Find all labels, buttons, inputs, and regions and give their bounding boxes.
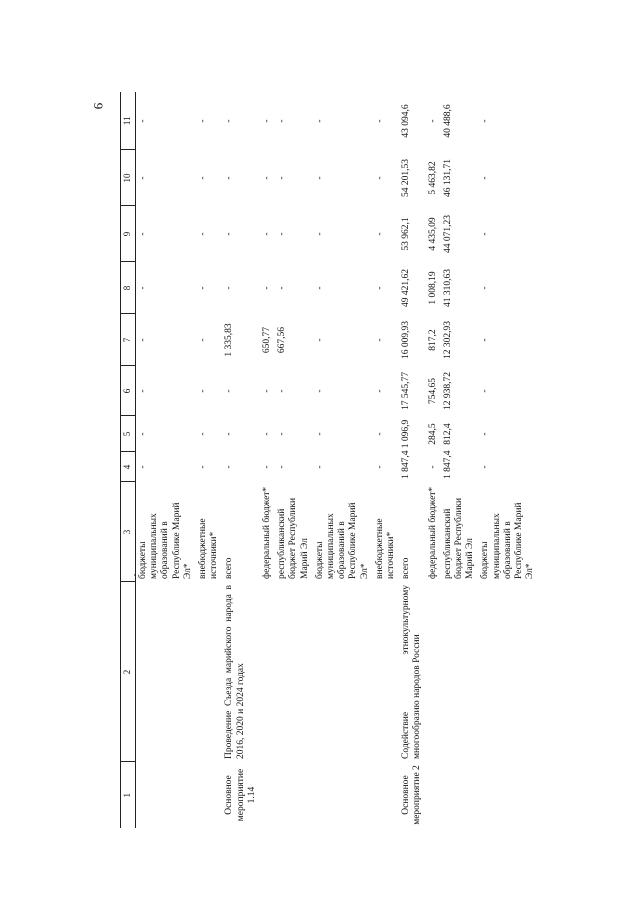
value-cell: - [277,232,288,236]
col-header: 3 [121,482,136,582]
value-cell: 1 847,4 [442,450,453,479]
value-cell: - [138,176,148,180]
measure-cell [441,762,479,828]
value-cell: - [427,119,438,123]
value-cell: - [480,432,491,436]
funding-source-cell: республиканский бюджет Республики Марий Эл [277,497,310,579]
value-cell: - [262,389,273,393]
value-cell: - [374,338,385,342]
col-header: 2 [121,582,136,762]
value-cell: - [198,176,209,180]
description-cell: Проведение Съезда марийского народа в 2016, 2020 и 2024 годах [224,585,246,759]
budget-table [120,92,539,828]
value-cell: 817,2 [427,329,438,351]
description-cell [373,582,399,762]
value-cell: 754,65 [427,377,438,405]
value-cell: - [374,389,385,393]
table-row [441,92,479,828]
measure-cell [196,762,222,828]
funding-source-cell: внебюджетные источники* [374,518,397,579]
value-cell: - [480,389,491,393]
value-cell: - [138,232,148,236]
table-row [313,92,373,828]
value-cell: - [480,232,491,236]
description-cell [275,582,313,762]
value-cell: - [262,232,273,236]
description-cell [478,582,538,762]
funding-source-cell: республиканский бюджет Республики Марий Эл [442,497,476,579]
value-cell: 53 962,1 [401,217,412,251]
value-cell: 41 310,63 [442,269,453,307]
value-cell: 44 071,23 [442,215,453,253]
value-cell: - [374,286,385,290]
col-header: 5 [121,416,136,452]
value-cell: - [277,119,288,123]
value-cell: - [314,338,325,342]
funding-source-cell: всего [401,557,412,579]
value-cell: 650,77 [262,326,273,354]
funding-source-cell: всего [224,557,235,579]
funding-source-cell: федеральный бюджет* [262,486,273,579]
value-cell: - [374,119,385,123]
value-cell: - [224,232,235,236]
measure-cell [260,762,275,828]
measure-cell [136,762,197,828]
value-cell: - [262,176,273,180]
value-cell: 12 302,93 [442,321,453,359]
value-cell: - [138,338,148,342]
value-cell: - [224,286,235,290]
value-cell: 4 435,09 [427,217,438,251]
value-cell: - [480,119,491,123]
value-cell: - [224,432,235,436]
table-row [426,92,441,828]
measure-cell [275,762,313,828]
value-cell: - [374,176,385,180]
measure-cell: Основное мероприятие 2 [401,765,423,825]
measure-cell [426,762,441,828]
value-cell: - [138,119,148,123]
value-cell: - [262,119,273,123]
funding-source-cell: бюджеты муниципальных образований в Республике Марий Эл* [314,502,370,579]
value-cell: - [224,389,235,393]
description-cell [196,582,222,762]
funding-source-cell: бюджеты муниципальных образований в Республике Марий Эл* [480,502,536,579]
col-header: 1 [121,762,136,828]
value-cell: 17 545,77 [401,372,412,410]
funding-source-cell: бюджеты муниципальных образований в Республике Марий Эл* [138,502,193,579]
value-cell: - [480,338,491,342]
value-cell: - [262,286,273,290]
table-row [260,92,275,828]
value-cell: - [277,286,288,290]
description-cell [441,582,479,762]
value-cell: 667,56 [277,326,288,354]
value-cell: - [374,465,385,469]
value-cell: - [374,232,385,236]
value-cell: 49 421,62 [401,269,412,307]
col-header: 11 [121,92,136,150]
table-row [196,92,222,828]
value-cell: - [198,232,209,236]
value-cell: - [480,465,491,469]
measure-cell: Основное мероприятие 1.14 [224,768,257,822]
col-header: 10 [121,150,136,206]
value-cell: 46 131,71 [442,159,453,197]
col-header: 8 [121,262,136,314]
value-cell: - [138,389,148,393]
measure-cell [373,762,399,828]
value-cell: - [314,232,325,236]
value-cell: - [314,286,325,290]
value-cell: - [198,286,209,290]
col-header: 7 [121,314,136,366]
value-cell: 1 847,4 [401,450,412,479]
page-number: 9 [91,102,106,110]
value-cell: - [198,465,209,469]
table-row [275,92,313,828]
value-cell: - [138,432,148,436]
description-cell [426,582,441,762]
value-cell: - [277,465,288,469]
value-cell: - [314,119,325,123]
value-cell: - [198,389,209,393]
table-row [136,92,197,828]
header-row [121,92,136,828]
value-cell: 40 488,6 [442,104,453,138]
description-cell: Содействие этнокультурному многообразию народов России [401,585,423,759]
description-cell [260,582,275,762]
funding-source-cell: внебюджетные источники* [198,518,220,579]
value-cell: - [224,119,235,123]
value-cell: - [224,176,235,180]
value-cell: 12 938,72 [442,372,453,410]
value-cell: - [198,119,209,123]
col-header: 9 [121,206,136,262]
value-cell: 54 201,53 [401,159,412,197]
table-row [478,92,538,828]
value-cell: 16 009,93 [401,321,412,359]
value-cell: - [314,389,325,393]
value-cell: - [277,389,288,393]
value-cell: - [374,432,385,436]
col-header: 6 [121,366,136,416]
value-cell: - [138,286,148,290]
table-row [222,92,260,828]
value-cell: - [480,176,491,180]
measure-cell [313,762,373,828]
value-cell: 1 008,19 [427,271,438,305]
value-cell: - [314,176,325,180]
value-cell: - [198,338,209,342]
value-cell: 1 096,9 [401,419,412,449]
value-cell: - [198,432,209,436]
table-row [373,92,399,828]
value-cell: - [427,465,438,469]
measure-cell [478,762,538,828]
value-cell: - [262,465,273,469]
value-cell: 812,4 [442,423,453,445]
value-cell: 5 463,82 [427,161,438,195]
value-cell: 1 335,83 [224,323,235,357]
col-header: 4 [121,452,136,482]
value-cell: - [314,465,325,469]
description-cell [136,582,197,762]
value-cell: - [277,432,288,436]
value-cell: 284,5 [427,423,438,445]
budget-table-sheet [120,92,536,828]
value-cell: - [480,286,491,290]
value-cell: - [138,465,148,469]
value-cell: - [224,465,235,469]
table-row [399,92,425,828]
value-cell: - [314,432,325,436]
description-cell [313,582,373,762]
value-cell: 43 094,6 [401,104,412,138]
value-cell: - [262,432,273,436]
value-cell: - [277,176,288,180]
funding-source-cell: федеральный бюджет* [427,486,438,579]
